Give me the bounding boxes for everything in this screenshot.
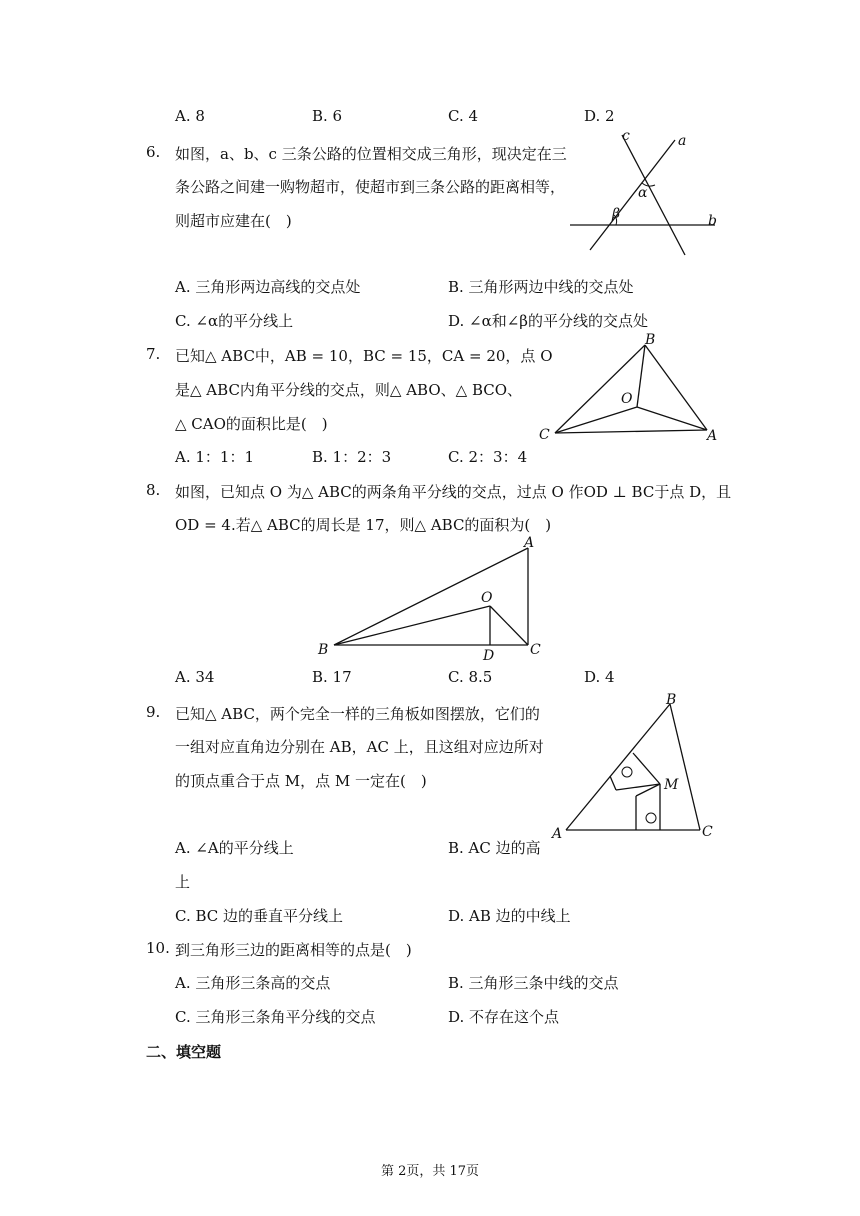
q7-line-3: △ CAO的面积比是( )	[175, 415, 328, 433]
q6-figure	[560, 125, 730, 265]
q9-label-b: B	[666, 692, 677, 708]
q8-option-c: C. 8.5	[448, 668, 493, 686]
q10-option-d: D. 不存在这个点	[448, 1008, 560, 1026]
q8-label-a: A	[524, 535, 535, 551]
q10-number: 10.	[146, 939, 170, 957]
q6-label-beta: β	[612, 206, 621, 222]
q10-option-a: A. 三角形三条高的交点	[175, 974, 331, 992]
q9-option-a: A. ∠A的平分线上	[175, 839, 294, 857]
q6-number: 6.	[146, 143, 161, 161]
q6-line-1: 如图，a、b、c 三条公路的位置相交成三角形，现决定在三	[175, 145, 567, 163]
q9-line-2: 一组对应直角边分别在 AB，AC 上，且这组对应边所对	[175, 738, 544, 756]
q10-option-b: B. 三角形三条中线的交点	[448, 974, 619, 992]
q9-label-a: A	[552, 826, 563, 842]
q8-label-b: B	[318, 642, 329, 658]
q9-option-b: B. AC 边的高	[448, 839, 541, 857]
q8-line-1: 如图，已知点 O 为△ ABC的两条角平分线的交点，过点 O 作OD ⊥ BC于点 D，且	[175, 483, 732, 501]
q6-line-3: 则超市应建在( )	[175, 212, 292, 230]
q7-line-2: 是△ ABC内角平分线的交点，则△ ABO、△ BCO、	[175, 381, 523, 399]
q8-option-d: D. 4	[584, 668, 615, 686]
q7-label-b: B	[645, 332, 656, 348]
q7-label-o: O	[621, 391, 633, 407]
q8-label-c: C	[530, 642, 541, 658]
q6-option-b: B. 三角形两边中线的交点处	[448, 278, 634, 296]
q6-line-2: 条公路之间建一购物超市，使超市到三条公路的距离相等，	[175, 178, 566, 196]
q6-label-alpha: α	[638, 185, 648, 201]
q6-label-a: a	[678, 133, 687, 149]
q9-option-d: D. AB 边的中线上	[448, 907, 571, 925]
q10-option-c: C. 三角形三条角平分线的交点	[175, 1008, 376, 1026]
q9-option-b-wrap: 上	[175, 873, 191, 891]
q6-label-c: c	[622, 128, 630, 144]
q9-label-c: C	[702, 824, 713, 840]
q9-line-3: 的顶点重合于点 M，点 M 一定在( )	[175, 772, 427, 790]
q8-option-b: B. 17	[312, 668, 352, 686]
q7-option-b: B. 1：2：3	[312, 448, 392, 466]
q5-option-c: C. 4	[448, 107, 479, 125]
q5-option-a: A. 8	[175, 107, 205, 125]
q6-option-a: A. 三角形两边高线的交点处	[175, 278, 361, 296]
q7-number: 7.	[146, 345, 161, 363]
section-title: 二、填空题	[146, 1043, 222, 1061]
q9-option-c: C. BC 边的垂直平分线上	[175, 907, 344, 925]
q6-label-b: b	[708, 213, 717, 229]
q8-number: 8.	[146, 481, 161, 499]
q9-number: 9.	[146, 703, 161, 721]
q6-option-c: C. ∠α的平分线上	[175, 312, 294, 330]
q7-figure	[535, 330, 725, 448]
q8-line-2: OD = 4.若△ ABC的周长是 17，则△ ABC的面积为( )	[175, 516, 552, 534]
q5-option-b: B. 6	[312, 107, 343, 125]
q5-option-d: D. 2	[584, 107, 615, 125]
q7-label-a: A	[707, 428, 718, 444]
q7-label-c: C	[539, 427, 550, 443]
q9-figure	[548, 688, 723, 843]
q7-option-a: A. 1：1：1	[175, 448, 254, 466]
q8-label-o: O	[481, 590, 493, 606]
q9-label-m: M	[664, 777, 679, 793]
q7-option-c: C. 2：3：4	[448, 448, 528, 466]
q8-option-a: A. 34	[175, 668, 215, 686]
q9-line-1: 已知△ ABC，两个完全一样的三角板如图摆放，它们的	[175, 705, 540, 723]
q10-line-1: 到三角形三边的距离相等的点是( )	[175, 941, 412, 959]
page-footer: 第 2页，共 17页	[380, 1164, 480, 1179]
q7-line-1: 已知△ ABC中，AB = 10，BC = 15，CA = 20，点 O	[175, 347, 553, 365]
q6-option-d: D. ∠α和∠β的平分线的交点处	[448, 312, 648, 330]
q8-figure	[310, 533, 550, 663]
q8-label-d: D	[483, 648, 495, 663]
